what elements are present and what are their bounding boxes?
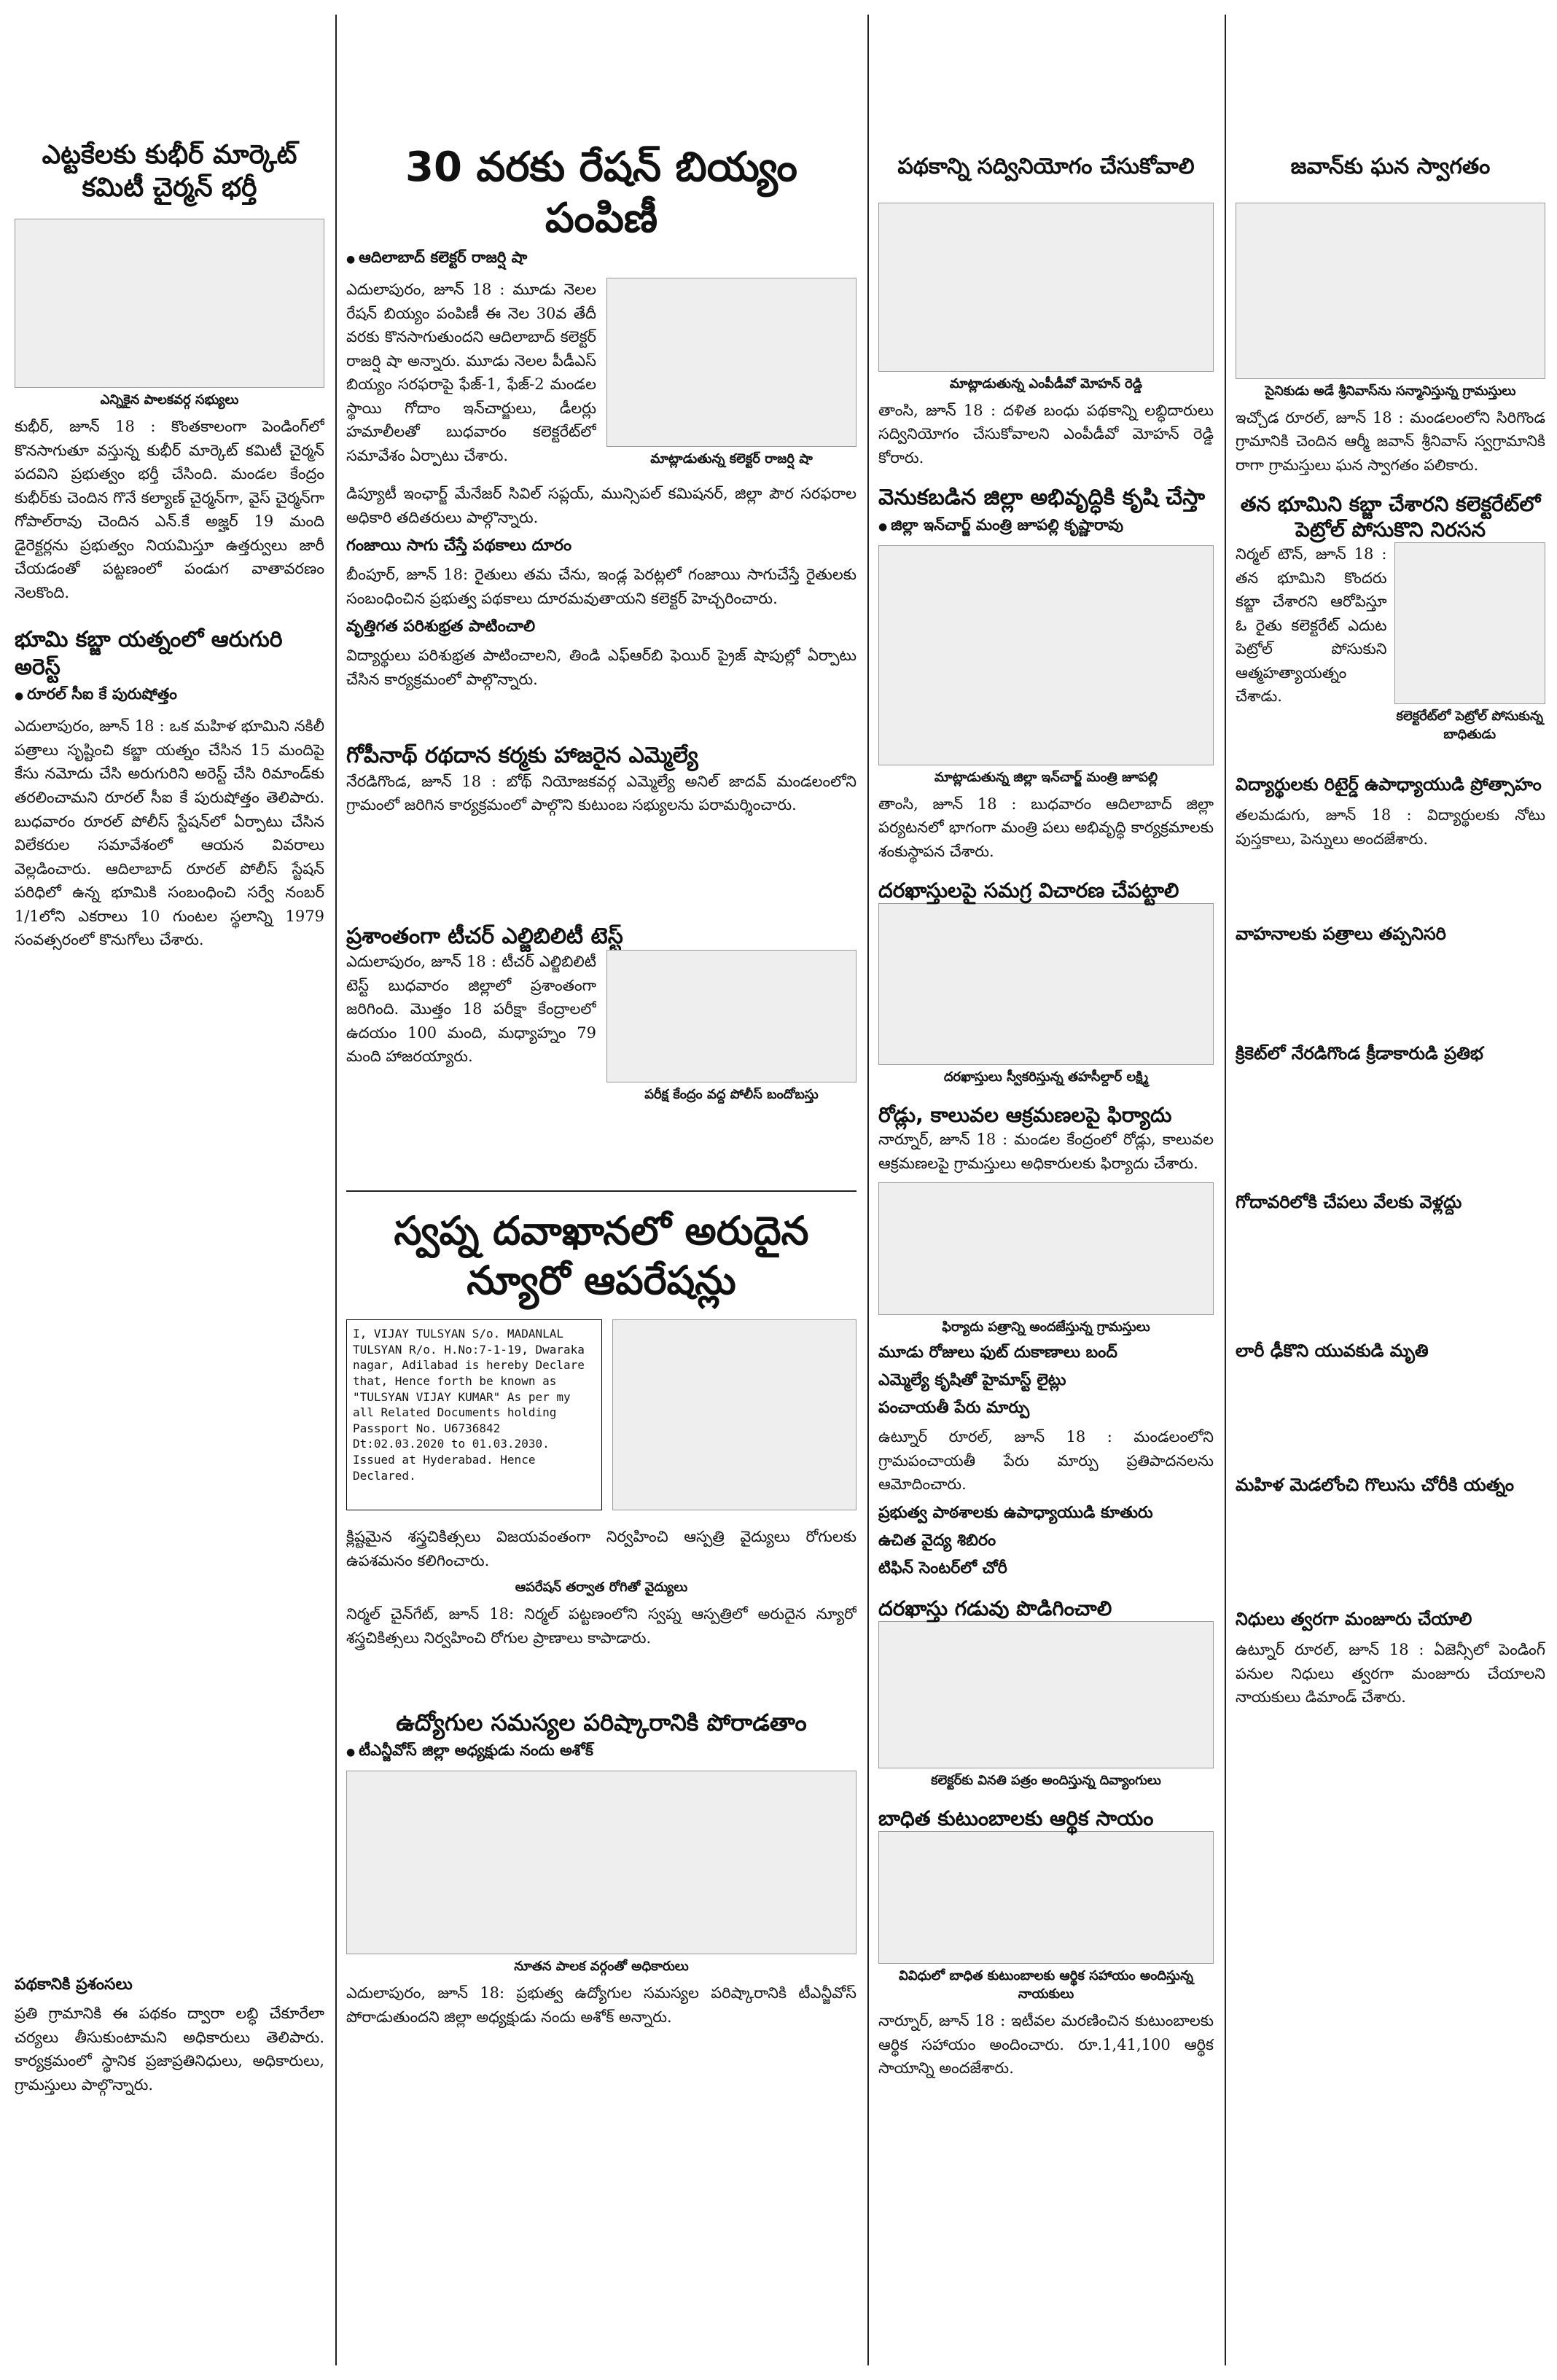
headline-lorry: లారీ ఢీకొని యువకుడి మృతి <box>1236 1341 1429 1362</box>
article-body: ఇచ్చోడ రూరల్, జూన్ 18 : మండలంలోని సిరిగొండ గ్రామానికి చెందిన ఆర్మీ జవాన్ శ్రీనివాస్ స్వగ్రామానికి రాగా గ్రామస్తులు ఘన స్వాగతం పలికారు. <box>1236 408 1545 474</box>
photo-caption: కలెక్టరేట్‌లో పెట్రోల్ పోసుకున్న బాధితుడు <box>1396 709 1543 743</box>
article-body: తలమడుగు, జూన్ 18 : విద్యార్థులకు నోటు పుస్తకాలు, పెన్నులు అందజేశారు. <box>1236 806 1545 848</box>
name-change-notice: I, VIJAY TULSYAN S/o. MADANLAL TULSYAN R/o. H.No:7-1-19, Dwaraka nagar, Adilabad is hereby Declare that, Hence forth be known as "TULSYAN VIJAY KUMAR" As per my all Related Documents holding Passport No. U6736842 Dt:02.03.2020 to 01.03.2030. Issued at Hyderabad. Hence Declared. <box>346 1319 602 1510</box>
photo-disabled <box>878 1621 1214 1768</box>
photo-tahsildar <box>878 903 1214 1065</box>
photo-caption: దరఖాస్తులు స్వీకరిస్తున్న తహసీల్దార్ లక్ష్మి <box>943 1069 1149 1085</box>
article-body: ఎదులాపురం, జూన్ 18 : ఒక మహిళ భూమిని నకిలీ పత్రాలు సృష్టించి కబ్జా యత్నం చేసిన 15 మందిపై కేసు నమోదు చేసి అరుగురిని అరెస్ట్ చేసి రిమాండ్‌కు తరలించామని రూరల్ సీఐ కే పురుషోత్తం తెలిపారు. బుధవారం రూరల్ పోలీస్ స్టేషన్‌లో ఏర్పాటు చేసిన విలేకరుల సమావేశంలో ఆయన వివరాలు వెల్లడించారు. ఆదిలాబాద్ రూరల్ పోలీస్ స్టేషన్ పరిధిలో ఉన్న భూమికి సంబంధించి సర్వే నంబర్ 1/1లోని ఎకరాలు 10 గుంటల స్థలాన్ని 1979 సంవత్సరంలో కొనుగోలు చేశారు. <box>15 717 324 949</box>
headline-district-development: వెనుకబడిన జిల్లా అభివృద్ధికి కృషి చేస్తా <box>878 485 1206 511</box>
headline-teacher: విద్యార్థులకు రిటైర్డ్ ఉపాధ్యాయుడి ప్రోత్సాహం <box>1236 774 1542 795</box>
headline-neuro-surgery: స్వప్న దవాఖానలో అరుదైన న్యూరో ఆపరేషన్లు <box>394 1208 809 1303</box>
subheading-hygiene: వృత్తిగత పరిశుభ్రత పాటించాలి <box>346 617 536 636</box>
headline-employees: ఉద్యోగుల సమస్యల పరిష్కారానికి పోరాడతాం <box>396 1709 807 1737</box>
article-body: క్లిష్టమైన శస్త్రచికిత్సలు విజయవంతంగా నిర్వహించి ఆస్పత్రి వైద్యులు రోగులకు ఉపశమనం కలిగించారు. <box>346 1528 856 1569</box>
photo-protest <box>1394 542 1546 704</box>
byline: ● ఆదిలాబాద్ కలెక్టర్ రాజర్షి షా <box>346 249 856 270</box>
article-body: డిప్యూటీ ఇంఛార్జ్ మేనేజర్ సివిల్ సప్లయ్, మున్సిపల్ కమిషనర్, జిల్లా పౌర సరఫరాల అధికారి తదితరులు పాల్గొన్నారు. <box>346 485 856 526</box>
byline: ● రూరల్ సీఐ కే పురుషోత్తం <box>15 685 324 707</box>
subheading-theft: టిఫిన్ సెంటర్‌లో చోరీ <box>878 1559 1007 1578</box>
article-row <box>1236 542 1545 768</box>
article-body: కుభీర్, జూన్ 18 : కొంతకాలంగా పెండింగ్‌లో కొనసాగుతూ వస్తున్న కుభీర్ మార్కెట్ కమిటీ చైర్మన్ పదవిని ప్రభుత్వం భర్తీ చేసింది. మండల కేంద్రం కుభీర్‌కు చెందిన గొనే కల్యాణ్ చైర్మన్‌గా, వైస్ చైర్మన్‌గా గోపాల్‌రావు చెందిన ఎన్.కే అజ్హర్ 19 మంది డైరెక్టర్లను ప్రభుత్వం నియమిస్తూ ఉత్తర్వులు జారీ చేయడంతో పట్టణంలో పండుగ వాతావరణం నెలకొంది. <box>15 418 324 601</box>
photo-complaint <box>878 1182 1214 1315</box>
headline-encroachment: రోడ్లు, కాలువల ఆక్రమణలపై ఫిర్యాదు <box>878 1103 1172 1128</box>
column-rule <box>335 15 337 2365</box>
byline: ● టీఎన్జీవోస్ జిల్లా అధ్యక్షుడు నందు అశోక్ <box>346 1741 856 1763</box>
headline-cricket: క్రికెట్‌లో నేరడిగొండ క్రీడాకారుడి ప్రతిభ <box>1236 1043 1483 1064</box>
headline-inquiry: దరఖాస్తులపై సమగ్ర విచారణ చేపట్టాలి <box>878 878 1179 903</box>
article-body: ప్రతి గ్రామానికి ఈ పథకం ద్వారా లబ్ధి చేకూరేలా చర్యలు తీసుకుంటామని అధికారులు తెలిపారు. కార్యక్రమంలో స్థానిక ప్రజాప్రతినిధులు, అధికారులు, గ్రామస్తులు పాల్గొన్నారు. <box>15 2005 324 2094</box>
photo-jawan <box>1236 203 1545 379</box>
article-row <box>346 950 856 1176</box>
headline-chain-snatch: మహిళ మెడలోంచి గొలుసు చోరీకి యత్నం <box>1236 1475 1515 1496</box>
photo-block <box>1394 542 1546 768</box>
photo-block <box>606 950 856 1176</box>
headline-panchayat-name: పంచాయతీ పేరు మార్పు <box>878 1399 1030 1418</box>
headline-deadline: దరఖాస్తు గడువు పొడిగించాలి <box>878 1596 1112 1621</box>
headline-petrol-protest: తన భూమిని కబ్జా చేశారని కలెక్టరేట్‌లో పెట్రోల్ పోసుకొని నిరసన <box>1240 492 1541 542</box>
photo-caption: వివిధులో బాధిత కుటుంబాలకు ఆర్థిక సహాయం అందిస్తున్న నాయకులు <box>899 1968 1193 2002</box>
article-body: నిర్మల్ టౌన్, జూన్ 18 : తన భూమిని కొందరు కబ్జా చేశారని ఆరోపిస్తూ ఓ రైతు కలెక్టరేట్ ఎదుట పెట్రోల్ పోసుకుని ఆత్మహత్యాయత్నం చేశాడు. <box>1236 545 1387 706</box>
headline-scheme: పథకానికి ప్రశంసలు <box>15 1975 133 1994</box>
headline-land-grab: భూమి కబ్జా యత్నంలో ఆరుగురి అరెస్ట్ <box>15 627 283 680</box>
photo-caption: పరీక్ష కేంద్రం వద్ద పోలీస్ బందోబస్తు <box>644 1087 819 1103</box>
photo-caption: కలెక్టర్‌కు వినతి పత్రం అందిస్తున్న దివ్యాంగులు <box>931 1773 1161 1789</box>
column-1 <box>15 0 324 2380</box>
photo-caption: ఫిర్యాదు పత్రాన్ని అందజేస్తున్న గ్రామస్తులు <box>942 1319 1150 1335</box>
section-rule <box>346 1190 856 1192</box>
article-body: ఎదులాపురం, జూన్ 18 : మూడు నెలల రేషన్ బియ్యం పంపిణీ ఈ నెల 30వ తేదీ వరకు కొనసాగుతుందని ఆదిలాబాద్ కలెక్టర్ రాజర్షి షా అన్నారు. మూడు నెలల పీడీఎస్ బియ్యం సరఫరాపై ఫేజ్-1, ఫేజ్-2 మండల స్థాయి గోదాం ఇన్‌చార్జులు, డీలర్లు హమాలీలతో బుధవారం కలెక్టరేట్‌లో సమావేశం ఏర్పాటు చేశారు. <box>346 281 596 464</box>
photo-caption: మాట్లాడుతున్న జిల్లా ఇన్‌చార్జ్ మంత్రి జూపల్లి <box>934 769 1158 785</box>
subheading-shops: మూడు రోజులు ఫుట్ దుకాణాలు బంద్ <box>878 1343 1117 1362</box>
headline-ration-rice: 30 వరకు రేషన్ బియ్యం పంపిణీ <box>405 144 797 242</box>
photo-minister <box>878 545 1214 765</box>
byline: ● జిల్లా ఇన్‌చార్జ్ మంత్రి జూపల్లి కృష్ణారావు <box>878 516 1214 538</box>
subheading-school: ప్రభుత్వ పాఠశాలకు ఉపాధ్యాయుడి కూతురు <box>878 1504 1153 1523</box>
headline-funds: నిధులు త్వరగా మంజూరు చేయాలి <box>1236 1609 1472 1630</box>
article-body: తాంసి, జూన్ 18 : దళిత బంధు పథకాన్ని లబ్ధిదారులు సద్వినియోగం చేసుకోవాలని ఎంపీడీవో మోహన్ రెడ్డి కోరారు. <box>878 401 1214 467</box>
photo-collector <box>606 278 856 447</box>
photo-caption: మాట్లాడుతున్న ఎంపీడీవో మోహన్ రెడ్డి <box>949 375 1143 391</box>
photo-aid <box>878 1831 1214 1964</box>
article-body: బీంపూర్, జూన్ 18: రైతులు తమ చేను, ఇండ్ల పెరట్లలో గంజాయి సాగుచేస్తే రైతులకు సంబంధించిన ప్రభుత్వ పథకాలు దూరమవుతాయని కలెక్టర్ హెచ్చరించారు. <box>346 566 856 607</box>
column-rule <box>1225 15 1226 2365</box>
photo-mpdo <box>878 203 1214 372</box>
article-row <box>346 1319 856 1510</box>
photo-exam-centre <box>606 950 856 1082</box>
article-body: నార్నూర్, జూన్ 18 : ఇటీవల మరణించిన కుటుంబాలకు ఆర్థిక సహాయం అందించారు. రూ.1,41,100 ఆర్థిక సాయాన్ని అందజేశారు. <box>878 2012 1214 2077</box>
article-body: నిర్మల్ చైన్‌గేట్, జూన్ 18: నిర్మల్ పట్టణంలోని స్వప్న ఆస్పత్రిలో అరుదైన న్యూరో శస్త్రచికిత్సలు నిర్వహించి రోగుల ప్రాణాలు కాపాడారు. <box>346 1605 856 1647</box>
subheading-highmast: ఎమ్మెల్యే కృషితో హైమాస్ట్ లైట్లు <box>878 1371 1066 1390</box>
article-body: ఎదులాపురం, జూన్ 18: ప్రభుత్వ ఉద్యోగుల సమస్యల పరిష్కారానికి టీఎన్జీవోస్ పోరాడుతుందని జిల్లా అధ్యక్షుడు నందు అశోక్ అన్నారు. <box>346 1984 856 2026</box>
photo-caption: ఎన్నికైన పాలకవర్గ సభ్యులు <box>100 392 239 407</box>
column-rule <box>867 15 869 2365</box>
article-body: తాంసి, జూన్ 18 : బుధవారం ఆదిలాబాద్ జిల్లా పర్యటనలో భాగంగా మంత్రి పలు అభివృద్ధి కార్యక్రమాలకు శంకుస్థాపన చేశారు. <box>878 795 1214 860</box>
headline-jawan: జవాన్‌కు ఘన స్వాగతం <box>1290 154 1491 179</box>
headline-financial-aid: బాధిత కుటుంబాలకు ఆర్థిక సాయం <box>878 1806 1154 1831</box>
photo-tngos <box>346 1771 856 1954</box>
photo-committee <box>15 219 324 388</box>
column-4 <box>1236 0 1545 2380</box>
photo-hospital <box>612 1319 856 1510</box>
column-2 <box>346 0 856 2380</box>
article-body: నేరడిగొండ, జూన్ 18 : బోథ్ నియోజకవర్గ ఎమ్మెల్యే అనిల్ జాదవ్ మండలంలోని గ్రామంలో జరిగిన కార్యక్రమంలో పాల్గొని కుటుంబ సభ్యులను పరామర్శించారు. <box>346 772 856 814</box>
photo-block <box>606 278 856 482</box>
photo-caption: సైనికుడు అడే శ్రీనివాస్‌ను సన్మానిస్తున్న గ్రామస్తులు <box>1265 383 1516 399</box>
headline-use-scheme: పథకాన్ని సద్వినియోగం చేసుకోవాలి <box>897 154 1195 179</box>
article-body: ఉట్నూర్ రూరల్, జూన్ 18 : మండలంలోని గ్రామపంచాయతీ పేరు మార్పు ప్రతిపాదనలను ఆమోదించారు. <box>878 1428 1214 1494</box>
photo-caption: మాట్లాడుతున్న కలెక్టర్ రాజర్షి షా <box>650 451 813 467</box>
subheading-medical-camp: ఉచిత వైద్య శిబిరం <box>878 1532 996 1550</box>
headline-tet: ప్రశాంతంగా టీచర్ ఎల్జిబిలిటీ టెస్ట్ <box>346 923 623 949</box>
article-row <box>346 278 856 482</box>
photo-caption: ఆపరేషన్ తర్వాత రోగితో వైద్యులు <box>515 1580 688 1596</box>
headline-godavari: గోదావరిలోకి చేపలు వేలకు వెళ్లద్దు <box>1236 1192 1462 1213</box>
article-body: నార్నూర్, జూన్ 18 : మండల కేంద్రంలో రోడ్లు, కాలువల ఆక్రమణలపై గ్రామస్తులు అధికారులకు ఫిర్యాదు చేశారు. <box>878 1131 1214 1172</box>
article-body: ఉట్నూర్ రూరల్, జూన్ 18 : ఏజెన్సీలో పెండింగ్ పనుల నిధులు త్వరగా మంజూరు చేయాలని నాయకులు డిమాండ్ చేశారు. <box>1236 1641 1545 1706</box>
column-3 <box>878 0 1214 2380</box>
headline-kubheer: ఎట్టకేలకు కుభీర్ మార్కెట్ కమిటీ చైర్మన్ భర్తీ <box>42 140 297 203</box>
article-body: విద్యార్థులు పరిశుభ్రత పాటించాలని, తిండి ఎఫ్ఆర్‌బి ఫెయిర్ ప్రైజ్ షాపుల్లో ఏర్పాటు చేసిన కార్యక్రమంలో పాల్గొన్నారు. <box>346 647 856 688</box>
subheading-ganja: గంజాయి సాగు చేస్తే పథకాలు దూరం <box>346 537 572 555</box>
headline-mla: గోపీనాథ్ రథదాన కర్మకు హాజరైన ఎమ్మెల్యే <box>346 743 698 769</box>
article-body: ఎదులాపురం, జూన్ 18 : టీచర్ ఎల్జిబిలిటీ టెస్ట్ బుధవారం జిల్లాలో ప్రశాంతంగా జరిగింది. మొత్తం 18 పరీక్షా కేంద్రాలలో ఉదయం 100 మంది, మధ్యాహ్నం 79 మంది హాజరయ్యారు. <box>346 953 596 1066</box>
photo-caption: నూతన పాలక వర్గంతో అధికారులు <box>514 1959 689 1975</box>
headline-vehicles: వాహనాలకు పత్రాలు తప్పనిసరి <box>1236 924 1446 945</box>
